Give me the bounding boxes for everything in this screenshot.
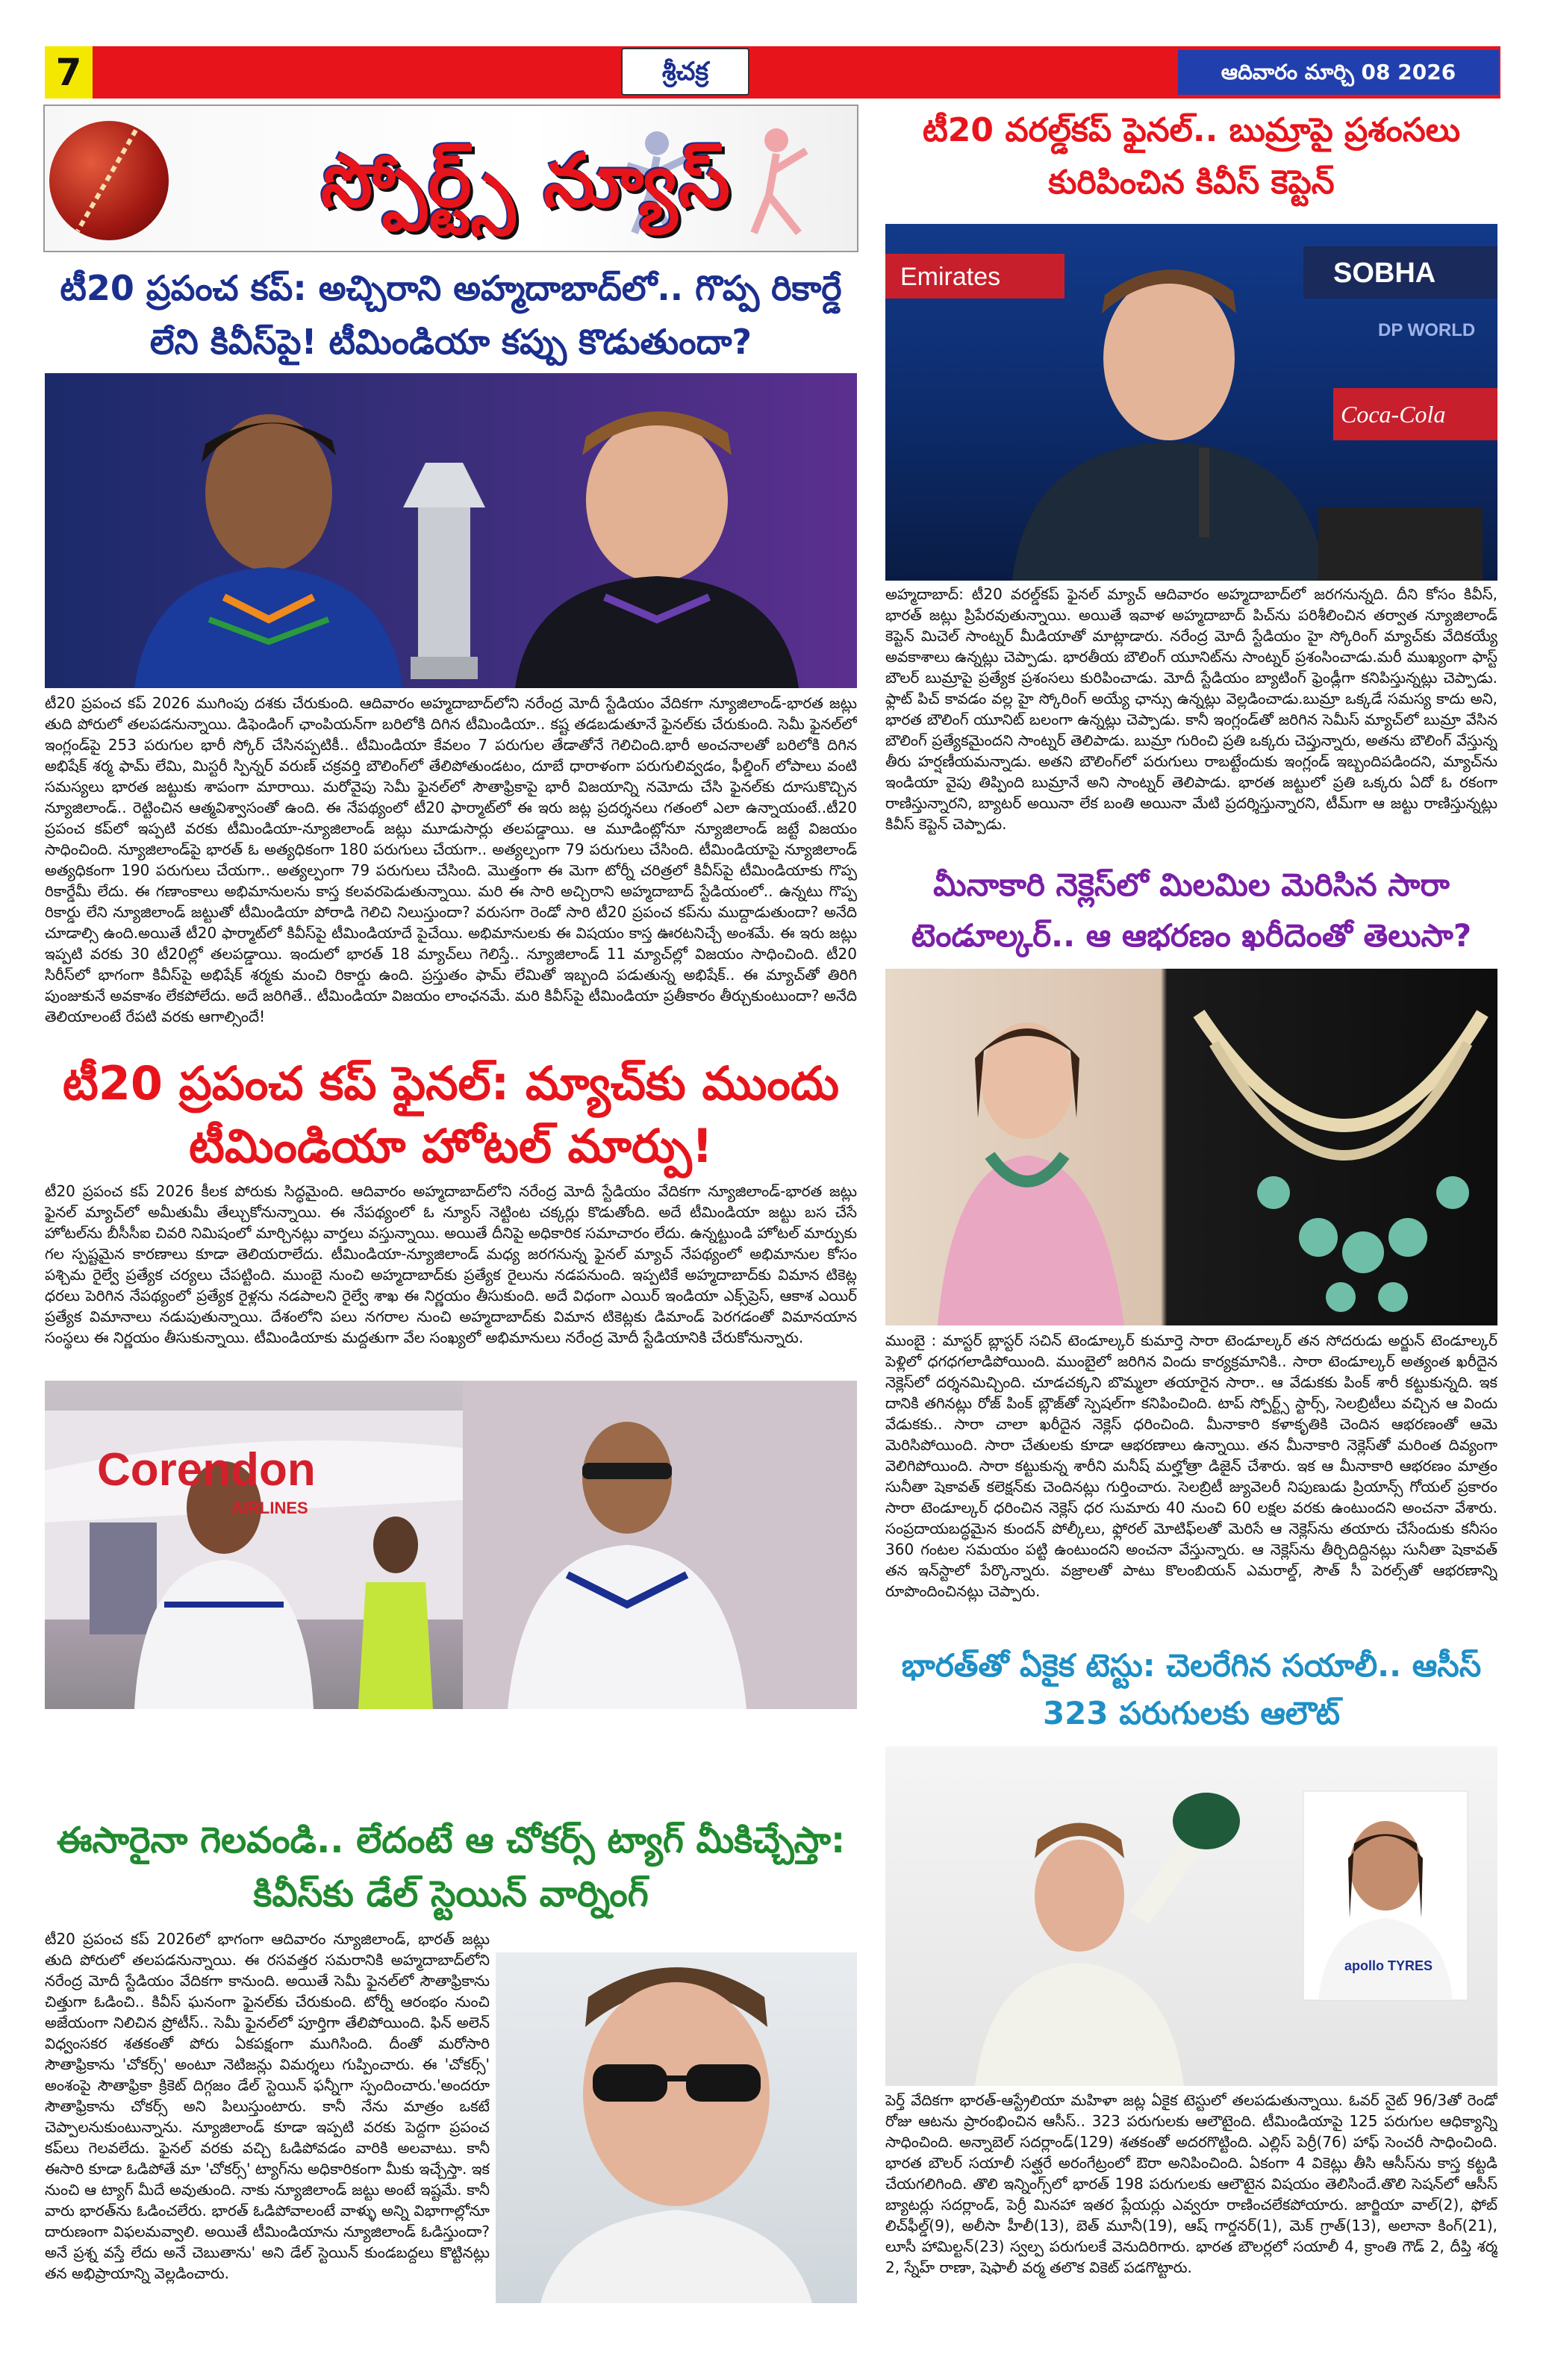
article1-headline[interactable]: టీ20 ప్రపంచ కప్: అచ్చిరాని అహ్మదాబాద్‌లో.. గొప్ప రికార్డే లేని కివీస్‌పై! టీమిండియా కప్పు కొడుతుందా? bbox=[60, 268, 842, 362]
plane-brand: Corendon bbox=[97, 1444, 316, 1496]
article4-photo bbox=[885, 224, 1497, 581]
hoarding-dp: DP WORLD bbox=[1378, 320, 1476, 340]
plane-brand-sub: AIRLINES bbox=[231, 1499, 308, 1517]
article3-photo bbox=[496, 1952, 857, 2303]
hoarding-cola: Coca-Cola bbox=[1341, 401, 1446, 428]
article4-headline[interactable]: టీ20 వరల్డ్‌కప్ ఫైనల్.. బుమ్రాపై ప్రశంసలు కురిపించిన కివీస్ కెప్టెన్ bbox=[922, 111, 1461, 202]
article6-body: పెర్త్ వేదికగా భారత్-ఆస్ట్రేలియా మహిళా జట్ల ఏకైక టెస్టులో తలపడుతున్నాయి. ఓవర్ నైట్ 96/3తో రెండో రోజు ఆటను ప్రారంభించిన ఆసీస్.. 323 పరుగులకు ఆలౌటైంది. టీమిండియాపై 125 పరుగుల ఆధిక్యాన్ని సాధించింది. అన్నాబెల్ సదర్లాండ్(129) శతకంతో అదరగొట్టింది. ఎల్లిస్ పెర్రీ(76) హాఫ్ సెంచరీ సాధించింది. భారత బౌలర్ సయాలీ సత్ఘరే అరంగేట్రంలో ఔరా అనిపించింది. ఏకంగా 4 వికెట్లు తీసి ఆసీస్‌ను కాస్త కట్టడి చేయగలిగింది. తొలి ఇన్నింగ్స్‌లో భారత్ 198 పరుగులకు ఆలౌటైన విషయం తెలిసిందే.తొలి సెషన్‌లో ఆసీస్ బ్యాటర్లు సదర్లాండ్, పెర్రీ మినహా ఇతర ప్లేయర్లు ఎవ్వరూ రాణించలేకపోయారు. జార్జియా వాల్(2), ఫోబ్ లిచ్‌ఫీల్డ్(9), అలీసా హీలీ(13), బెత్ మూనీ(19), ఆష్ గార్డనర్(1), మెక్ గ్రాత్(13), అలానా కింగ్(21), లూసీ హామిల్టన్(23) స్వల్ప పరుగులకే వెనుదిరిగారు. భారత బౌలర్లలో సయాలీ 4, క్రాంతి గౌడ్ 2, దీప్తి శర్మ 2, స్నేహ్ రాణా, షెఫాలీ వర్మ తలొక వికెట్ పడగొట్టారు. bbox=[885, 2091, 1497, 2276]
hoarding-mid: SOBHA bbox=[1333, 257, 1436, 289]
sports-news-banner bbox=[43, 104, 858, 252]
players-with-trophy-image bbox=[45, 373, 857, 688]
kiwi-captain-press-conference-image bbox=[885, 224, 1497, 581]
dale-steyn-portrait-image bbox=[496, 1952, 857, 2303]
article1-body: టీ20 ప్రపంచ కప్ 2026 ముగింపు దశకు చేరుకుంది. ఆదివారం అహ్మదాబాద్‌లోని నరేంద్ర మోదీ స్టేడియం వేదికగా న్యూజిలాండ్-భారత జట్లు తుది పోరులో తలపడనున్నాయి. డిఫెండింగ్ ఛాంపియన్‌గా బరిలోకి దిగిన టీమిండియా.. కష్ట తడబడుతూనే ఫైనల్‌కు చేరుకుంది. సెమీ ఫైనల్‌లో ఇంగ్లండ్‌పై 253 పరుగుల భారీ స్కోర్ చేసినప్పటికీ.. టీమిండియా కేవలం 7 పరుగుల తేడాతోనే గెలిచింది.భారీ అంచనాలతో బరిలోకి దిగిన అభిషేక్ శర్మ ఫామ్ లేమి, మిస్టరీ స్పిన్నర్ వరుణ్ చక్రవర్తి బౌలింగ్‌లో తేలిపోతుండటం, దూబే ధారాళంగా పరుగులివ్వడం, ఫీల్డింగ్ లోపాలు వంటి సమస్యలు భారత జట్టుకు శాపంగా మారాయి. మరోవైపు సెమీ ఫైనల్‌లో సౌతాఫ్రికాపై భారీ విజయాన్ని నమోదు చేసి ఫైనల్‌కు దూసుకొచ్చిన న్యూజిలాండ్.. రెట్టించిన ఆత్మవిశ్వాసంతో ఉంది. ఈ నేపథ్యంలో టీ20 ఫార్మాట్‌లో ఈ ఇరు జట్ల ప్రదర్శనలు గతంలో ఎలా ఉన్నాయంటే..టీ20 ప్రపంచ కప్‌లో ఇప్పటి వరకు టీమిండియా-న్యూజిలాండ్ జట్లు మూడుసార్లు తలపడ్డాయి. ఆ మూడింట్లోనూ న్యూజిలాండ్ జట్టే విజయం సాధించింది. న్యూజిలాండ్‌పై భారత్ ఓ అత్యధికంగా 180 పరుగులు చేయగా.. అత్యల్పంగా 79 పరుగులు చేసింది. టీమిండియాపై న్యూజిలాండ్ అత్యధికంగా 190 పరుగులు చేయగా.. అత్యల్పంగా 79 పరుగులు చేసింది. మొత్తంగా ఈ మెగా టోర్నీ చరిత్రలో కివీస్‌పై టీమిండియాకు గొప్ప రికార్డేమీ లేదు. ఈ గణాంకాలు అభిమానులను కాస్త కలవరపెడుతున్నాయి. మరి ఈ సారి అచ్చిరాని అహ్మదాబాద్ స్టేడియంలో.. ఉన్నటు గొప్ప రికార్డు లేని న్యూజిలాండ్ జట్టుతో టీమిండియా పోరాడి గెలిచి నిలుస్తుందా? వరుసగా రెండో సారి టీ20 ప్రపంచ కప్‌ను ముద్దాడుతుందా? అనేది చూడాల్సి ఉంది.అయితే టీ20 ఫార్మాట్‌లో కివీస్‌పై టీమిండియాదే పైచేయి. అభిమానులకు ఈ విషయం కాస్త ఊరటనిచ్చే అంశమే. ఈ ఇరు జట్లు ఇప్పటి వరకు 30 టీ20ల్లో తలపడ్డాయి. ఇందులో భారత్ 18 మ్యాచ్‌లు గెలిస్తే.. న్యూజిలాండ్ 11 మ్యాచ్‌ల్లో విజయం సాధించింది. టీ20 సిరీస్‌లో భాగంగా కివీస్‌పై అభిషేక్ శర్మకు మంచి రికార్డు ఉంది. ప్రస్తుతం ఫామ్ లేమితో ఇబ్బంది పడుతున్న అభిషేక్.. ఈ మ్యాచ్‌తో తిరిగి పుంజుకునే అవకాశం లేకపోలేదు. అదే జరిగితే.. టీమిండియా విజయం లాంఛనమే. మరి కివీస్‌పై టీమిండియా ప్రతీకారం తీర్చుకుంటుందా? అనేది తెలియాలంటే రేపటి వరకు ఆగాల్సిందే! bbox=[45, 694, 857, 1025]
article3-body: టీ20 ప్రపంచ కప్ 2026లో భాగంగా ఆదివారం న్యూజిలాండ్, భారత్ జట్లు తుది పోరులో తలపడనున్నాయి. ఈ రసవత్తర సమరానికి అహ్మదాబాద్‌లోని నరేంద్ర మోదీ స్టేడియం వేదికగా కానుంది. అయితే సెమీ ఫైనల్‌లో సౌతాఫ్రికాను చిత్తుగా ఓడించి.. కివీస్ ఘనంగా ఫైనల్‌కు చేరుకుంది. టోర్నీ ఆరంభం నుంచి అజేయంగా నిలిచిన ప్రోటీస్.. సెమీ ఫైనల్‌లో పూర్తిగా తేలిపోయింది. ఫిన్ అలెన్ విధ్వంసకర శతకంతో పోరు ఏకపక్షంగా ముగిసింది. దీంతో మరోసారి సౌతాఫ్రికాను 'చోకర్స్' అంటూ నెటిజన్లు విమర్శలు గుప్పించారు. ఈ 'చోకర్స్' అంశంపై సౌతాఫ్రికా క్రికెట్ దిగ్గజం డేల్ స్టెయిన్ ఫన్నీగా స్పందించారు.'అందరూ సౌతాఫ్రికాను చోకర్స్ అని పిలుస్తుంటారు. కానీ నేను మాత్రం ఒకటే చెప్పాలనుకుంటున్నాను. న్యూజిలాండ్ కూడా ఇప్పటి వరకు పెద్దగా ప్రపంచ కప్‌లు గెలవలేదు. ఫైనల్ వరకు వచ్చి ఓడిపోవడం వారికి అలవాటు. కానీ ఈసారి కూడా ఓడిపోతే మా 'చోకర్స్' ట్యాగ్‌ను అధికారికంగా మీకు ఇచ్చేస్తా. ఇక నుంచి ఆ ట్యాగ్ మీదే అవుతుంది. నాకు న్యూజిలాండ్ జట్టు అంటే ఇష్టమే. కానీ వారు భారత్‌ను ఓడించలేరు. భారత్ ఓడిపోవాలంటే వాళ్ళు అన్ని విభాగాల్లోనూ దారుణంగా విఫలమవ్వాలి. అయితే టీమిండియాను న్యూజిలాండ్ ఓడిస్తుందా? అనే ప్రశ్న వస్తే లేదు అనే చెబుతాను' అని డేల్ స్టెయిన్ కుండబద్దలు కొట్టినట్లు తన అభిప్రాయాన్ని వెల్లడించారు. bbox=[45, 1930, 490, 2282]
article2-body: టీ20 ప్రపంచ కప్ 2026 కీలక పోరుకు సిద్ధమైంది. ఆదివారం అహ్మదాబాద్‌లోని నరేంద్ర మోదీ స్టేడియం వేదికగా న్యూజిలాండ్-భారత జట్లు ఫైనల్ మ్యాచ్‌లో అమీతుమీ తేల్చుకోనున్నాయి. ఈ నేపథ్యంలో ఓ న్యూస్ నెట్టింట చక్కర్లు కొడుతోంది. అదే టీమిండియా జట్టు బస చేసే హోటల్‌ను బీసీసీఐ చివరి నిమిషంలో మార్చినట్లు వార్తలు వస్తున్నాయి. అయితే దీనిపై అధికారిక సమాచారం లేదు. ఉన్నట్టుండి హోటల్ మార్పుకు గల స్పష్టమైన కారణాలు కూడా తెలియరాలేదు. టీమిండియా-న్యూజిలాండ్ మధ్య జరగనున్న ఫైనల్ మ్యాచ్ నేపథ్యంలో అభిమానుల కోసం పశ్చిమ రైల్వే ప్రత్యేక చర్యలు చేపట్టింది. ముంబై నుంచి అహ్మదాబాద్‌కు ప్రత్యేక రైలును నడపనుంది. ఇప్పటికే అహ్మదాబాద్‌కు విమాన టికెట్ల ధరలు పెరిగిన నేపథ్యంలో ప్రత్యేక రైళ్లను నడపాలని రైల్వే శాఖ ఈ నిర్ణయం తీసుకుంది. అదే విధంగా ఎయిర్ ఇండియా ఎక్స్‌ప్రెస్, ఆకాశ ఎయిర్ ప్రత్యేక విమానాలు నడుపుతున్నాయి. దేశంలోని పలు నగరాల నుంచి అహ్మదాబాద్‌కు విమాన టికెట్లకు డిమాండ్ పెరగడంతో విమానయాన సంస్థలు ఈ నిర్ణయం తీసుకున్నాయి. టీమిండియాకు మద్దతుగా వేల సంఖ్యలో అభిమానులు నరేంద్ర మోదీ స్టేడియానికి చేరుకోనున్నారు. bbox=[45, 1182, 857, 1346]
article6-headline[interactable]: భారత్‌తో ఏకైక టెస్టు: చెలరేగిన సయాలీ.. ఆసీస్ 323 పరుగులకు ఆలౌట్ bbox=[901, 1647, 1482, 1731]
cricketers-image bbox=[885, 1746, 1497, 2086]
issue-date: ఆదివారం మార్చి 08 2026 bbox=[1178, 50, 1499, 95]
newspaper-logo: శ్రీచక్ర bbox=[621, 48, 749, 96]
article5-body: ముంబై : మాస్టర్ బ్లాస్టర్ సచిన్ టెండూల్కర్ కుమార్తె సారా టెండూల్కర్ తన సోదరుడు అర్జున్ టెండూల్కర్ పెళ్లిలో ధగధగలాడిపోయింది. ముంబైలో జరిగిన విందు కార్యక్రమానికి.. సారా టెండూల్కర్ అత్యంత ఖరీదైన నెక్లెస్‌లో దర్శనమిచ్చింది. చూడచక్కని బొమ్మలా తయారైన సారా.. ఆ వేడుకకు పింక్ శారీ కట్టుకున్నది. ఇక దానికి తగినట్లు రోజ్ పింక్ బ్లౌజ్‌తో స్పెషల్‌గా కనిపించింది. టాప్ స్పోర్ట్స్ స్టార్స్, సెలబ్రిటీలు వచ్చిన ఆ విందు వేడుకకు.. సారా చాలా ఖరీదైన నెక్లెస్ ధరించింది. మీనాకారి కళాకృతికి చెందిన ఆభరణంతో ఆమె మెరిసిపోయింది. సారా చేతులకు కూడా ఆభరణాలు ఉన్నాయి. తన మీనాకారి నెక్లెస్‌తో మరింత దివ్యంగా వెలిగిపోయింది. సారా కట్టుకున్న శారీని మనీష్ మల్హోత్రా డిజైన్ చేశారు. ఇక ఆ మీనాకారి ఆభరణం మాత్రం సునీతా షెకావత్ కలెక్షన్‌కు చెందినట్లు గుర్తించారు. సెలబ్రిటీ జ్యువెలరీ నిపుణుడు ప్రియాన్స్ గోయల్ ప్రకారం సారా టెండూల్కర్ ధరించిన నెక్లెస్ ధర సుమారు 40 నుంచి 60 లక్షల వరకు ఉంటుందని అంచనా వేశారు. సంప్రదాయబద్ధమైన కుందన్ పోల్కీలు, ఫ్లోరల్ మోటిఫ్‌లతో మెరిసే ఆ నెక్లెస్‌ను తయారు చేసేందుకు కనీసం 360 గంటల సమయం పట్టి ఉంటుందని అంచనా వేస్తున్నారు. ఆ నెక్లెస్‌ను తీర్చిదిద్దినట్లు సునీతా షెకావత్ తన ఇన్‌స్టాలో పేర్కొన్నారు. వజ్రాలతో పాటు కొలంబియన్ ఎమరాల్డ్, సౌత్ సీ పెరల్స్‌తో ఆభరణాన్ని రూపొందించినట్లు చెప్పారు. bbox=[885, 1331, 1497, 1600]
article5-headline[interactable]: మీనాకారి నెక్లెస్‌లో మిలమిల మెరిసిన సారా టెండూల్కర్.. ఆ ఆభరణం ఖరీదెంతో తెలుసా? bbox=[911, 866, 1472, 954]
necklace-icon bbox=[1199, 1013, 1483, 1312]
article5-photo bbox=[885, 969, 1497, 1325]
team-boarding-plane-image bbox=[45, 1381, 857, 1709]
page-number: 7 bbox=[45, 46, 93, 99]
article6-photo bbox=[885, 1746, 1497, 2086]
article1-photo bbox=[45, 373, 857, 688]
banner-title: స్పోర్ట్స్ న్యూస్ bbox=[321, 139, 732, 224]
hoarding-left: Emirates bbox=[900, 263, 1001, 291]
sara-tendulkar-necklace-image bbox=[885, 969, 1497, 1325]
article3-headline[interactable]: ఈసారైనా గెలవండి.. లేదంటే ఆ చోకర్స్ ట్యాగ్ మీకిచ్చేస్తా: కివీస్‌కు డేల్ స్టెయిన్ వార్నింగ్ bbox=[56, 1820, 846, 1915]
article2-headline[interactable]: టీ20 ప్రపంచ కప్ ఫైనల్: మ్యాచ్‌కు ముందు టీమిండియా హోటల్ మార్పు! bbox=[62, 1056, 840, 1173]
jersey-sponsor: apollo TYRES bbox=[1344, 1958, 1433, 1973]
article2-photo bbox=[45, 1381, 857, 1709]
article4-body: అహ్మదాబాద్: టీ20 వరల్డ్‌కప్ ఫైనల్ మ్యాచ్ ఆదివారం అహ్మదాబాద్‌లో జరగనున్నది. దీని కోసం కివీస్, భారత్ జట్లు ప్రిపేరవుతున్నాయి. అయితే ఇవాళ అహ్మదాబాద్ పిచ్‌ను పరిశీలించిన తర్వాత న్యూజిలాండ్ కెప్టెన్ మిచెల్ సాంట్నర్ మీడియాతో మాట్లాడారు. నరేంద్ర మోదీ స్టేడియం హై స్కోరింగ్ మ్యాచ్‌కు వేదికయ్యే అవకాశాలు ఉన్నట్లు చెప్పాడు. భారతీయ బౌలింగ్ యూనిట్‌ను సాంట్నర్ ప్రశంసించాడు.మరీ ముఖ్యంగా ఫాస్ట్ బౌలర్ బుమ్రాపై ప్రత్యేక ప్రశంసలు కురిపించాడు. మోదీ స్టేడియం బ్యాటింగ్ ఫ్రెండ్లీగా కనిపిస్తున్నట్లు చెప్పాడు. ఫ్లాట్ పిచ్ కావడం వల్ల హై స్కోరింగ్ అయ్యే ఛాన్సు ఉన్నట్లు వెల్లడించాడు.బుమ్రా ఒక్కడే సమస్య కాదు అని, భారత బౌలింగ్ యూనిట్ బలంగా ఉన్నట్లు చెప్పాడు. కానీ ఇంగ్లండ్‌తో జరిగిన సెమీస్ మ్యాచ్‌లో బుమ్రా వేసిన బౌలింగ్ ప్రత్యేకమైందని సాంట్నర్ తెలిపాడు. బుమ్రా గురించి ప్రతి ఒక్కరు చెప్తున్నారు, అతను బౌలింగ్ వేస్తున్న తీరు హర్షణీయమన్నాడు. అతని బౌలింగ్‌లో పరుగులు రాబట్టేందుకు ఇంగ్లండ్ ఇబ్బందిపడిందని, మ్యాచ్‌ను ఇండియా వైపు తిప్పింది బుమ్రానే అని సాంట్నర్ తెలిపాడు. భారత జట్టులో ప్రతి ఒక్కరు ఏదో ఓ రకంగా రాణిస్తున్నారని, బ్యాటర్ అయినా లేక బంతి అయినా మేటి ప్రదర్శిస్తున్నారని, టీమ్‌గా ఆ జట్టు రాణిస్తున్నట్లు కివీస్ కెప్టెన్ చెప్పాడు. bbox=[885, 585, 1497, 833]
